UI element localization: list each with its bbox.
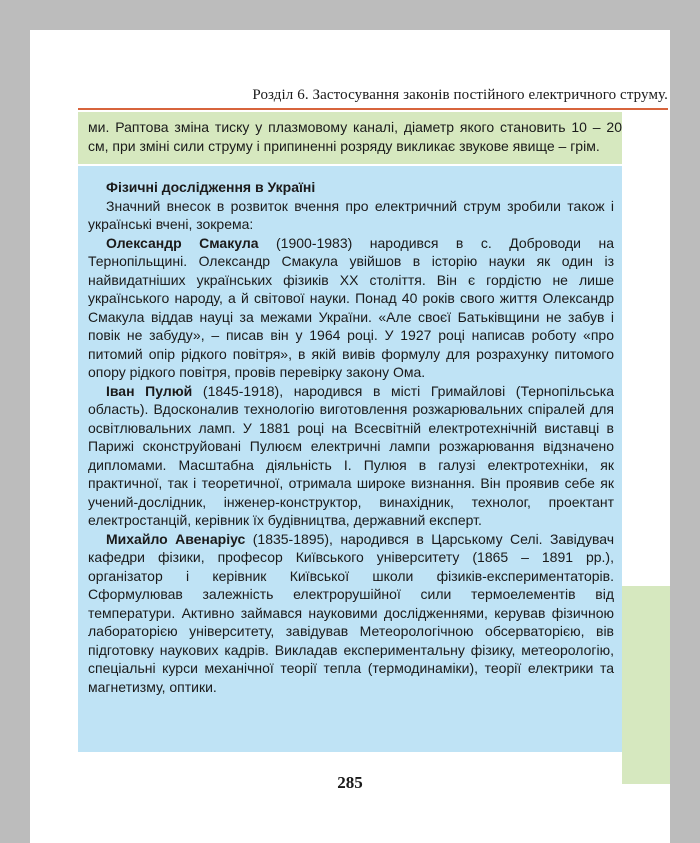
chapter-header: Розділ 6. Застосування законів постійного електричного струму. xyxy=(252,87,668,103)
person-bio: (1900-1983) народився в с. Доброводи на Тернопільщині. Олександр Смакула увійшов в історію науки як один із найвидатніших українських фізиків XX століття. Він є гордістю не лише українського народу, а й світової науки. Понад 40 років свого життя Олександр Смакула віддав науці за межами України. «Але своєї Батьківщини не забув і повік не забуду», – писав він у 1964 році. У 1927 році написав роботу «про питомий опір рідкого повітря», в якій вивів формулу для розрахунку питомого опору рідкого повітря, провів перевірку закону Ома. xyxy=(88,234,614,380)
continued-text-box xyxy=(78,112,622,164)
textbook-page xyxy=(30,30,670,843)
person-paragraph-smakula xyxy=(88,234,614,382)
header-rule xyxy=(78,108,668,110)
section-title: Фізичні дослідження в Україні xyxy=(106,179,316,195)
person-bio: (1835-1895), народився в Царському Селі. Завідувач кафедри фізики, професор Київського університету (1865 – 1891 рр.), організатор і керівник Київської школи фізиків-експериментаторів. Сформулював залежність електрорушійної сили термоелементів від температури. Активно займався науковими дослідженнями, керував фізичною лабораторією університету, завідував Метеорологічною обсерваторією, вів підготовку наукових кадрів. Викладав експериментальну фізику, метеорологію, спеціальні курси механічної теорії тепла (термодинаміки), теорії електрики та магнетизму, оптики. xyxy=(88,530,614,695)
person-paragraph-puluj xyxy=(88,382,614,530)
section-intro: Значний внесок в розвиток вчення про електричний струм зробили також і українські вчені, зокрема: xyxy=(88,197,614,232)
ukraine-research-box xyxy=(78,166,622,752)
continued-text: ми. Раптова зміна тиску у плазмовому каналі, діаметр якого становить 10 – 20 см, при зміні сили струму і припиненні розряду викликає звукове явище – грім. xyxy=(88,119,622,154)
person-paragraph-avenarius xyxy=(88,530,614,697)
person-name: Іван Пулюй xyxy=(106,382,193,399)
side-tab-marker xyxy=(622,586,670,784)
page-number: 285 xyxy=(337,773,363,792)
person-name: Олександр Смакула xyxy=(106,234,259,251)
person-name: Михайло Авенаріус xyxy=(106,530,246,547)
person-bio: (1845-1918), народився в місті Гримайлові (Тернопільська область). Вдосконалив технологію виготовлення розжарювальних спіралей для освітлювальних ламп. У 1881 році на Всесвітній електротехнічній виставці в Парижі сконструйовані Пулюєм електричні лампи розжарювання відзначено дипломами. Масштабна діяльність І. Пулюя в галузі електротехніки, як практичної, так і теоретичної, отримала широке визнання. Він проявив себе як учений-дослідник, інженер-конструктор, винахідник, технолог, проектант електростанцій, керівник їх будівництва, державний експерт. xyxy=(88,382,614,528)
